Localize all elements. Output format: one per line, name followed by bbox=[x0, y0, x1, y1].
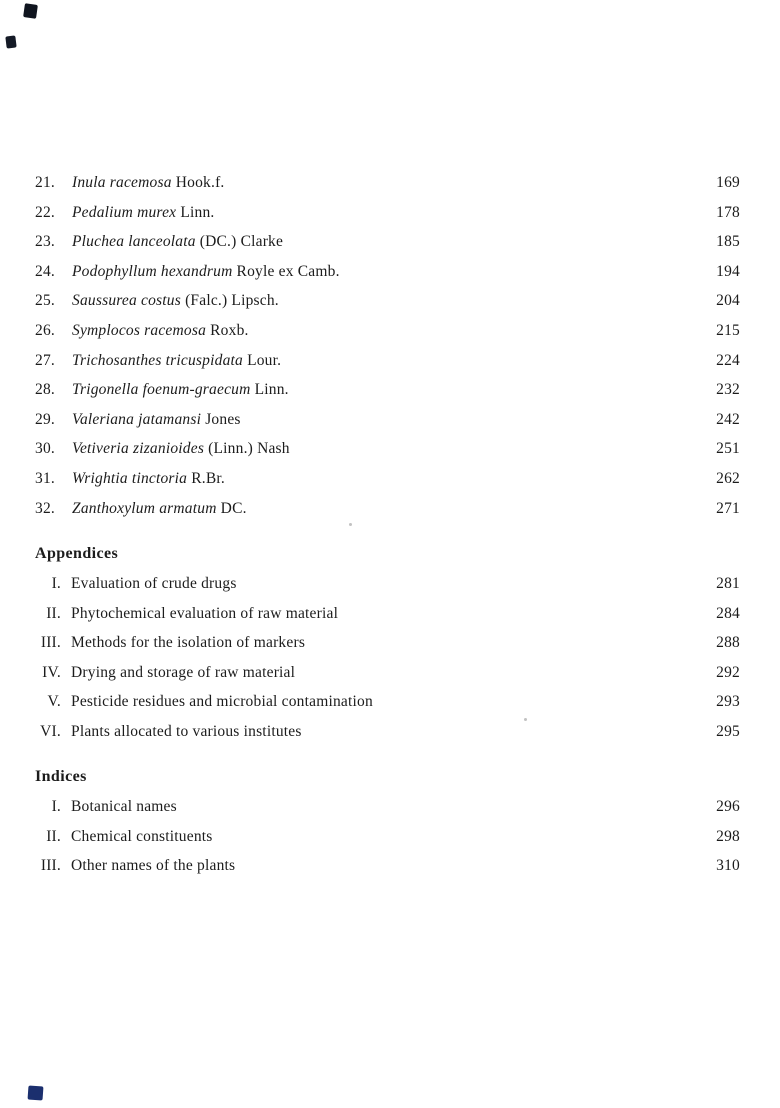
author-citation: Royle ex Camb. bbox=[236, 262, 340, 280]
toc-entry-row bbox=[35, 381, 740, 411]
page-number: 262 bbox=[716, 469, 740, 487]
toc-entry-row bbox=[35, 233, 740, 263]
entry-number: 23. bbox=[35, 233, 55, 251]
botanical-name: Wrightia tinctoria bbox=[72, 469, 188, 487]
entry-title bbox=[72, 174, 716, 192]
appendix-entry-row bbox=[35, 575, 740, 605]
index-label: Chemical constituents bbox=[71, 827, 213, 845]
index-entry-row bbox=[35, 857, 740, 887]
page-number: 232 bbox=[716, 381, 740, 399]
author-citation: Roxb. bbox=[210, 321, 249, 339]
appendix-numeral: V. bbox=[47, 693, 61, 711]
toc-entry-row bbox=[35, 292, 740, 322]
index-entry-row bbox=[35, 828, 740, 858]
entry-number: 24. bbox=[35, 262, 55, 280]
author-citation: (Falc.) Lipsch. bbox=[185, 292, 279, 310]
appendix-label: Pesticide residues and microbial contamination bbox=[71, 693, 373, 711]
botanical-name: Inula racemosa bbox=[72, 174, 172, 191]
page-number: 288 bbox=[716, 634, 740, 652]
entry-number: 30. bbox=[35, 440, 55, 458]
toc-entry-row bbox=[35, 500, 740, 530]
page-number: 296 bbox=[716, 798, 740, 816]
page-number: 224 bbox=[716, 351, 740, 369]
appendices-heading: Appendices bbox=[35, 545, 119, 563]
appendix-numeral: I. bbox=[51, 575, 61, 593]
index-numeral: I. bbox=[51, 798, 61, 816]
entry-title bbox=[72, 263, 716, 281]
index-label: Botanical names bbox=[71, 798, 177, 816]
toc-entry-row bbox=[35, 470, 740, 500]
appendix-label: Phytochemical evaluation of raw material bbox=[71, 604, 339, 622]
appendix-numeral: II. bbox=[46, 604, 61, 622]
entry-number: 28. bbox=[35, 381, 55, 399]
toc-entry-row bbox=[35, 204, 740, 234]
page-number: 298 bbox=[716, 827, 740, 845]
page-number: 251 bbox=[716, 440, 740, 458]
entry-number: 31. bbox=[35, 469, 55, 487]
scan-ink-artifact-top-1 bbox=[23, 3, 38, 19]
appendices-list bbox=[35, 575, 740, 752]
toc-entry-row bbox=[35, 352, 740, 382]
page-number: 194 bbox=[716, 262, 740, 280]
index-entry-row bbox=[35, 798, 740, 828]
toc-entry-row bbox=[35, 440, 740, 470]
appendix-label: Drying and storage of raw material bbox=[71, 663, 296, 681]
author-citation: Hook.f. bbox=[175, 174, 225, 191]
botanical-name: Trichosanthes tricuspidata bbox=[72, 351, 243, 369]
page-number: 284 bbox=[716, 604, 740, 622]
page-number: 295 bbox=[716, 722, 740, 740]
scan-ink-artifact-bottom bbox=[28, 1085, 44, 1100]
page-number: 242 bbox=[716, 410, 740, 428]
entry-title bbox=[72, 411, 716, 429]
botanical-name: Podophyllum hexandrum bbox=[72, 262, 233, 280]
page-number: 271 bbox=[716, 499, 740, 517]
appendix-numeral: IV. bbox=[42, 663, 61, 681]
page-number: 169 bbox=[716, 174, 740, 191]
author-citation: Lour. bbox=[247, 351, 282, 369]
appendix-entry-row bbox=[35, 664, 740, 694]
page-number: 310 bbox=[716, 857, 740, 875]
entry-title bbox=[72, 500, 716, 518]
entry-number: 26. bbox=[35, 321, 55, 339]
entry-title bbox=[72, 440, 716, 458]
page-number: 281 bbox=[716, 575, 740, 593]
index-numeral: III. bbox=[40, 857, 61, 875]
entry-title bbox=[72, 233, 716, 251]
index-label: Other names of the plants bbox=[71, 857, 236, 875]
entry-title bbox=[72, 292, 716, 310]
page-number: 292 bbox=[716, 663, 740, 681]
botanical-name: Vetiveria zizanioides bbox=[72, 440, 205, 458]
table-of-contents bbox=[35, 174, 740, 887]
scan-ink-artifact-top-2 bbox=[5, 35, 16, 48]
page-number: 293 bbox=[716, 693, 740, 711]
author-citation: DC. bbox=[220, 499, 247, 517]
author-citation: Linn. bbox=[180, 203, 215, 221]
entry-title bbox=[72, 352, 716, 370]
page-number: 178 bbox=[716, 203, 740, 221]
index-numeral: II. bbox=[46, 827, 61, 845]
toc-entry-row bbox=[35, 174, 740, 204]
appendix-numeral: III. bbox=[40, 634, 61, 652]
toc-entry-row bbox=[35, 411, 740, 441]
entry-number: 32. bbox=[35, 499, 55, 517]
entry-number: 25. bbox=[35, 292, 55, 310]
species-entry-list bbox=[35, 174, 740, 529]
appendix-entry-row bbox=[35, 605, 740, 635]
entry-number: 27. bbox=[35, 351, 55, 369]
page-number: 185 bbox=[716, 233, 740, 251]
page-number: 215 bbox=[716, 321, 740, 339]
entry-number: 22. bbox=[35, 203, 55, 221]
appendix-numeral: VI. bbox=[40, 722, 61, 740]
botanical-name: Pedalium murex bbox=[72, 203, 177, 221]
botanical-name: Valeriana jatamansi bbox=[72, 410, 202, 428]
appendix-label: Methods for the isolation of markers bbox=[71, 634, 306, 652]
botanical-name: Pluchea lanceolata bbox=[72, 233, 196, 251]
page-number: 204 bbox=[716, 292, 740, 310]
appendix-entry-row bbox=[35, 693, 740, 723]
appendix-label: Evaluation of crude drugs bbox=[71, 575, 237, 593]
appendix-entry-row bbox=[35, 723, 740, 753]
entry-title bbox=[72, 322, 716, 340]
author-citation: Jones bbox=[205, 410, 241, 428]
author-citation: (DC.) Clarke bbox=[199, 233, 284, 251]
entry-number: 29. bbox=[35, 410, 55, 428]
entry-number: 21. bbox=[35, 174, 55, 191]
indices-heading: Indices bbox=[35, 768, 87, 786]
author-citation: Linn. bbox=[254, 381, 289, 399]
botanical-name: Symplocos racemosa bbox=[72, 321, 207, 339]
indices-list bbox=[35, 798, 740, 887]
appendix-label: Plants allocated to various institutes bbox=[71, 722, 302, 740]
author-citation: (Linn.) Nash bbox=[208, 440, 290, 458]
botanical-name: Saussurea costus bbox=[72, 292, 181, 310]
toc-entry-row bbox=[35, 263, 740, 293]
toc-entry-row bbox=[35, 322, 740, 352]
entry-title bbox=[72, 470, 716, 488]
appendix-entry-row bbox=[35, 634, 740, 664]
entry-title bbox=[72, 204, 716, 222]
author-citation: R.Br. bbox=[191, 469, 225, 487]
botanical-name: Trigonella foenum-graecum bbox=[72, 381, 251, 399]
botanical-name: Zanthoxylum armatum bbox=[72, 499, 217, 517]
entry-title bbox=[72, 381, 716, 399]
